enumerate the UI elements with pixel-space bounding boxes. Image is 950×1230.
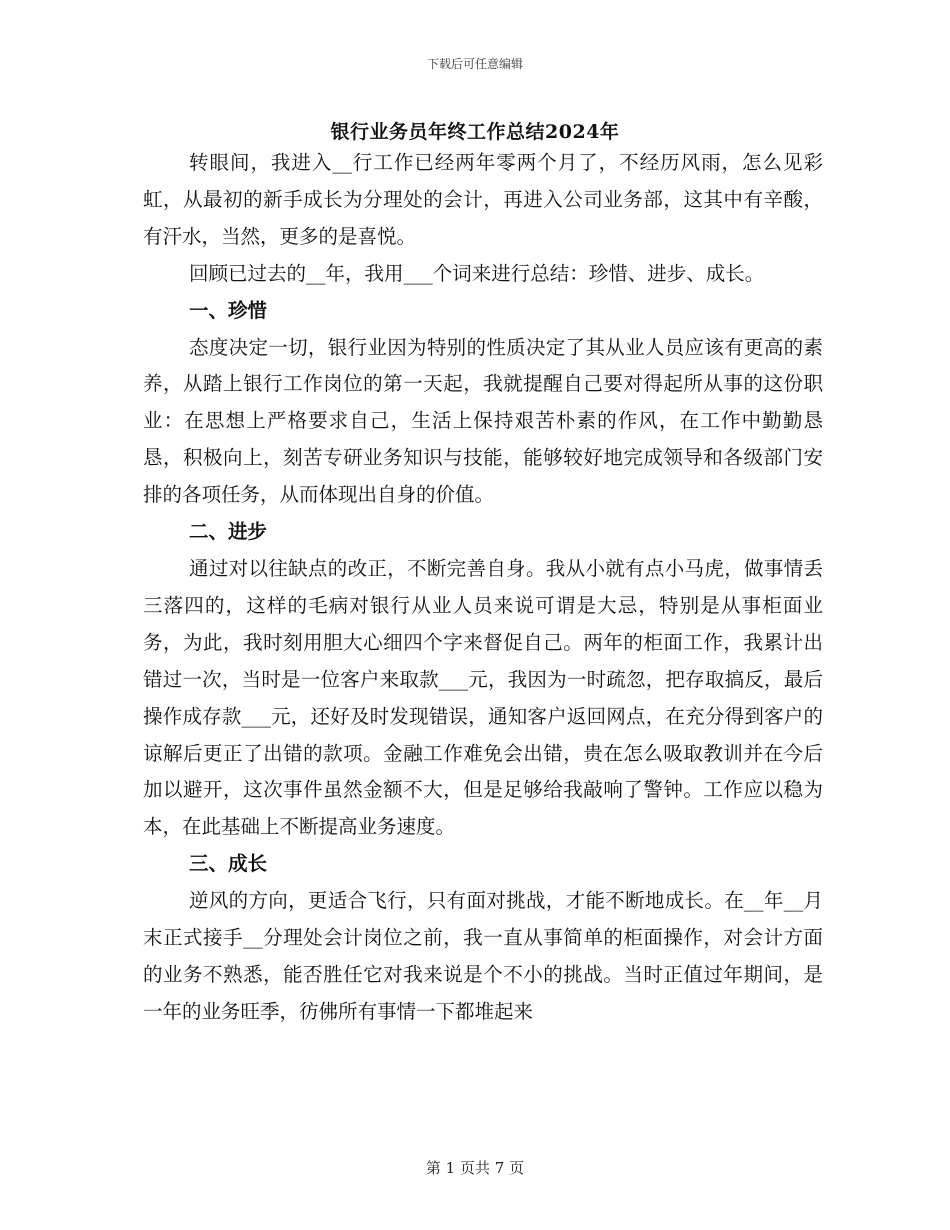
document-body [143,145,823,1031]
section-paragraph-progress: 通过对以往缺点的改正，不断完善自身。我从小就有点小马虎，做事情丢三落四的，这样的毛病对银行从业人员来说可谓是大忌，特别是从事柜面业务，为此，我时刻用胆大心细四个字来督促自己。两年的柜面工作，我累计出错过一次，当时是一位客户来取款___元，我因为一时疏忽，把存取搞反，最后操作成存款___元，还好及时发现错误，通知客户返回网点，在充分得到客户的谅解后更正了出错的款项。金融工作难免会出错，贵在怎么吸取教训并在今后加以避开，这次事件虽然金额不大，但是足够给我敲响了警钟。工作应以稳为本，在此基础上不断提高业务速度。 [143,556,823,839]
section-heading-cherish: 一、珍惜 [189,298,268,322]
page-footer: 第 1 页共 7 页 [425,1159,525,1177]
section-heading-progress: 二、进步 [189,520,268,544]
section-heading-growth: 三、成长 [189,852,268,876]
intro-paragraph: 转眼间，我进入__行工作已经两年零两个月了，不经历风雨，怎么见彩虹，从最初的新手成长为分理处的会计，再进入公司业务部，这其中有辛酸，有汗水，当然，更多的是喜悦。 [143,151,823,248]
header-note: 下载后可任意编辑 [426,57,523,71]
summary-paragraph: 回顾已过去的__年，我用___个词来进行总结：珍惜、进步、成长。 [189,261,765,285]
document-title: 银行业务员年终工作总结2024年 [330,121,620,143]
section-paragraph-growth: 逆风的方向，更适合飞行，只有面对挑战，才能不断地成长。在__年__月末正式接手__分理处会计岗位之前，我一直从事简单的柜面操作，对会计方面的业务不熟悉，能否胜任它对我来说是个不小的挑战。当时正值过年期间，是一年的业务旺季，彷佛所有事情一下都堆起来 [143,889,823,1023]
section-paragraph-cherish: 态度决定一切，银行业因为特别的性质决定了其从业人员应该有更高的素养，从踏上银行工作岗位的第一天起，我就提醒自己要对得起所从事的这份职业：在思想上严格要求自己，生活上保持艰苦朴素的作风，在工作中勤勤恳恳，积极向上，刻苦专研业务知识与技能，能够较好地完成领导和各级部门安排的各项任务，从而体现出自身的价值。 [143,335,823,507]
